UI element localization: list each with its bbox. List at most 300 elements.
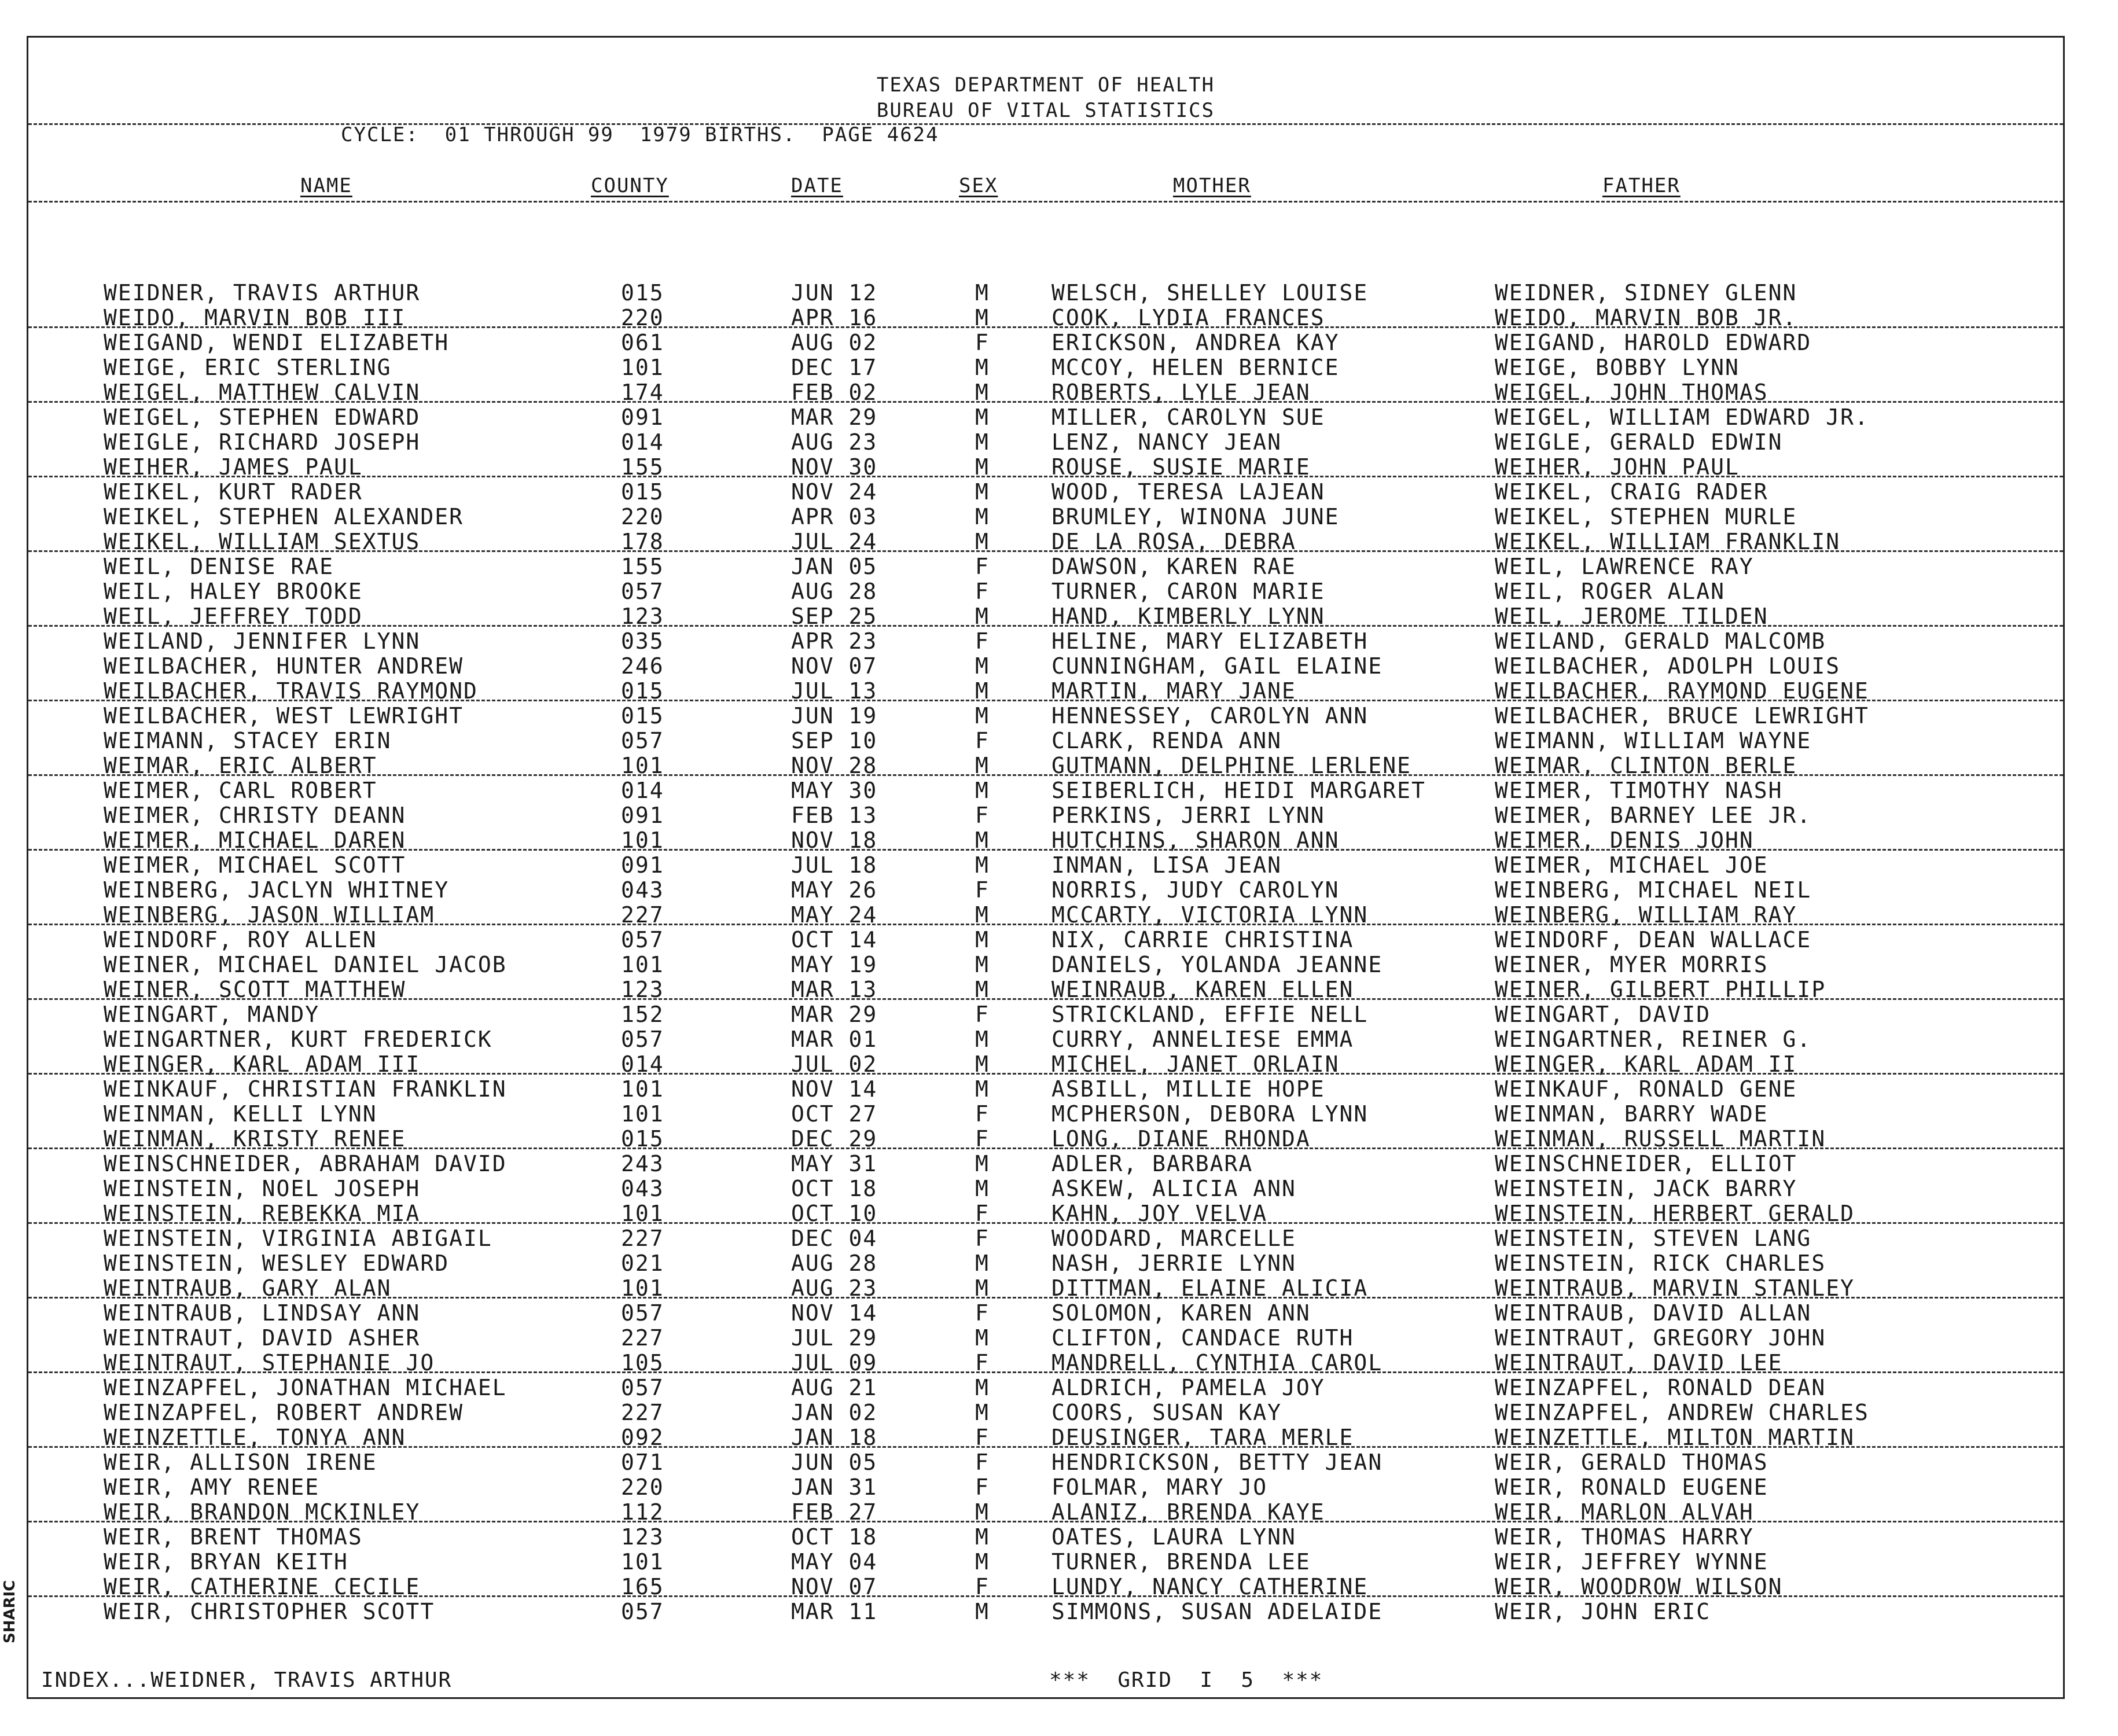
cell-mother: WOODARD, MARCELLE [1051,1226,1296,1251]
cell-county: 015 [621,479,664,505]
table-row [28,1077,2063,1102]
table-row [28,1102,2063,1127]
cell-name: WEILBACHER, TRAVIS RAYMOND [104,678,478,704]
cell-sex: M [975,305,990,330]
cell-father: WEIGLE, GERALD EDWIN [1495,429,1783,455]
cell-name: WEINER, MICHAEL DANIEL JACOB [104,952,507,977]
cell-county: 057 [621,728,664,753]
cell-date: NOV 18 [791,827,878,853]
cell-father: WEIMER, BARNEY LEE JR. [1495,803,1812,828]
cell-name: WEINMAN, KELLI LYNN [104,1101,377,1127]
cell-date: OCT 10 [791,1201,878,1226]
cell-date: NOV 14 [791,1300,878,1326]
cell-father: WEINBERG, MICHAEL NEIL [1495,877,1812,903]
table-row [28,778,2063,803]
cell-mother: PERKINS, JERRI LYNN [1051,803,1325,828]
table-row [28,1599,2063,1624]
cell-mother: ALDRICH, PAMELA JOY [1051,1375,1325,1400]
cell-county: 112 [621,1499,664,1525]
cell-sex: M [975,504,990,529]
cell-mother: BRUMLEY, WINONA JUNE [1051,504,1340,529]
table-row [28,281,2063,306]
cell-county: 061 [621,330,664,355]
cell-name: WEIDO, MARVIN BOB III [104,305,406,330]
cell-name: WEINTRAUT, DAVID ASHER [104,1325,421,1351]
cell-date: JUL 13 [791,678,878,704]
cell-mother: DITTMAN, ELAINE ALICIA [1051,1275,1369,1301]
table-row [28,1152,2063,1176]
cell-county: 057 [621,1599,664,1624]
cell-sex: M [975,1499,990,1525]
cell-name: WEINZAPFEL, JONATHAN MICHAEL [104,1375,507,1400]
cell-name: WEINDORF, ROY ALLEN [104,927,377,952]
cell-date: JAN 05 [791,554,878,579]
cell-father: WEINGART, DAVID [1495,1002,1711,1027]
cell-mother: DANIELS, YOLANDA JEANNE [1051,952,1383,977]
cell-mother: CLARK, RENDA ANN [1051,728,1282,753]
cell-father: WEINSTEIN, RICK CHARLES [1495,1250,1826,1276]
cell-father: WEINSCHNEIDER, ELLIOT [1495,1151,1797,1176]
cell-name: WEIHER, JAMES PAUL [104,454,363,480]
table-row [28,1575,2063,1599]
cell-father: WEINBERG, WILLIAM RAY [1495,902,1797,928]
cell-county: 123 [621,977,664,1002]
table-row [28,1450,2063,1475]
cell-county: 165 [621,1574,664,1599]
cell-name: WEINKAUF, CHRISTIAN FRANKLIN [104,1076,507,1102]
cell-county: 014 [621,1051,664,1077]
column-header-date: DATE [791,174,843,197]
cell-county: 091 [621,852,664,878]
cell-county: 091 [621,404,664,430]
cell-father: WEIMER, MICHAEL JOE [1495,852,1768,878]
cell-name: WEIKEL, WILLIAM SEXTUS [104,529,421,554]
cell-date: JAN 02 [791,1400,878,1425]
cell-county: 043 [621,877,664,903]
table-row [28,977,2063,1002]
cell-date: MAR 29 [791,1002,878,1027]
cell-sex: F [975,330,990,355]
table-row [28,579,2063,604]
cell-name: WEIGEL, STEPHEN EDWARD [104,404,421,430]
table-row [28,1400,2063,1425]
table-row [28,952,2063,977]
cell-name: WEIMAR, ERIC ALBERT [104,753,377,778]
cell-county: 057 [621,579,664,604]
cell-name: WEINTRAUB, GARY ALAN [104,1275,392,1301]
cell-father: WEINKAUF, RONALD GENE [1495,1076,1797,1102]
cell-father: WEILBACHER, BRUCE LEWRIGHT [1495,703,1869,729]
cell-sex: M [975,1549,990,1575]
cell-mother: KAHN, JOY VELVA [1051,1201,1268,1226]
cell-mother: SEIBERLICH, HEIDI MARGARET [1051,778,1426,803]
cell-mother: HELINE, MARY ELIZABETH [1051,628,1369,654]
cell-sex: M [975,977,990,1002]
cell-name: WEINSCHNEIDER, ABRAHAM DAVID [104,1151,507,1176]
cell-mother: TURNER, BRENDA LEE [1051,1549,1311,1575]
cell-mother: CURRY, ANNELIESE EMMA [1051,1027,1354,1052]
cell-sex: F [975,1002,990,1027]
cell-date: JAN 31 [791,1474,878,1500]
cell-mother: DE LA ROSA, DEBRA [1051,529,1296,554]
cell-name: WEIL, JEFFREY TODD [104,604,363,629]
table-row [28,679,2063,704]
cell-name: WEIGEL, MATTHEW CALVIN [104,380,421,405]
cell-date: SEP 10 [791,728,878,753]
cell-name: WEIL, HALEY BROOKE [104,579,363,604]
cell-father: WEINMAN, BARRY WADE [1495,1101,1768,1127]
cell-mother: ROUSE, SUSIE MARIE [1051,454,1311,480]
cell-date: NOV 30 [791,454,878,480]
cell-county: 155 [621,454,664,480]
cell-mother: COORS, SUSAN KAY [1051,1400,1282,1425]
cell-sex: F [975,1226,990,1251]
cell-county: 021 [621,1250,664,1276]
cell-date: SEP 25 [791,604,878,629]
cell-sex: M [975,454,990,480]
cell-name: WEIKEL, STEPHEN ALEXANDER [104,504,464,529]
cell-father: WEINGARTNER, REINER G. [1495,1027,1812,1052]
cell-name: WEIMER, CARL ROBERT [104,778,377,803]
report-agency: TEXAS DEPARTMENT OF HEALTH [876,73,1215,97]
table-row [28,306,2063,330]
table-row [28,330,2063,355]
table-row [28,828,2063,853]
cell-father: WEIR, JOHN ERIC [1495,1599,1711,1624]
table-row [28,1127,2063,1152]
cell-mother: STRICKLAND, EFFIE NELL [1051,1002,1369,1027]
cell-sex: M [975,678,990,704]
cell-county: 101 [621,827,664,853]
cell-date: JUL 29 [791,1325,878,1351]
cell-county: 155 [621,554,664,579]
cell-mother: ALANIZ, BRENDA KAYE [1051,1499,1325,1525]
cell-name: WEINBERG, JASON WILLIAM [104,902,435,928]
cell-father: WEIKEL, STEPHEN MURLE [1495,504,1797,529]
cell-name: WEIR, BRYAN KEITH [104,1549,348,1575]
cell-date: MAY 04 [791,1549,878,1575]
cell-date: AUG 23 [791,429,878,455]
cell-date: DEC 29 [791,1126,878,1152]
cell-father: WEIR, GERALD THOMAS [1495,1450,1768,1475]
cell-mother: HAND, KIMBERLY LYNN [1051,604,1325,629]
cell-father: WEIR, JEFFREY WYNNE [1495,1549,1768,1575]
cell-date: JUL 18 [791,852,878,878]
report-cycle: CYCLE: 01 THROUGH 99 1979 BIRTHS. PAGE 4624 [341,123,939,146]
cell-father: WEIDNER, SIDNEY GLENN [1495,280,1797,306]
cell-father: WEIMER, DENIS JOHN [1495,827,1754,853]
table-row [28,604,2063,629]
cell-county: 101 [621,952,664,977]
column-header-divider [28,201,2063,203]
cell-father: WEINDORF, DEAN WALLACE [1495,927,1812,952]
table-row [28,430,2063,455]
cell-mother: GUTMANN, DELPHINE LERLENE [1051,753,1411,778]
cell-date: FEB 02 [791,380,878,405]
cell-mother: MCPHERSON, DEBORA LYNN [1051,1101,1369,1127]
cell-date: OCT 14 [791,927,878,952]
cell-sex: F [975,1201,990,1226]
cell-name: WEIMANN, STACEY ERIN [104,728,392,753]
cell-date: JUL 02 [791,1051,878,1077]
cell-date: AUG 23 [791,1275,878,1301]
cell-county: 071 [621,1450,664,1475]
cell-sex: M [975,1275,990,1301]
cell-mother: FOLMAR, MARY JO [1051,1474,1268,1500]
cell-county: 178 [621,529,664,554]
cell-county: 043 [621,1176,664,1201]
table-row [28,853,2063,878]
cell-father: WEINGER, KARL ADAM II [1495,1051,1797,1077]
cell-mother: HENDRICKSON, BETTY JEAN [1051,1450,1383,1475]
cell-date: MAY 19 [791,952,878,977]
cell-county: 220 [621,305,664,330]
table-row [28,654,2063,679]
cell-date: APR 23 [791,628,878,654]
cell-mother: MARTIN, MARY JANE [1051,678,1296,704]
cell-mother: WELSCH, SHELLEY LOUISE [1051,280,1369,306]
cell-mother: WOOD, TERESA LAJEAN [1051,479,1325,505]
cell-date: NOV 14 [791,1076,878,1102]
cell-father: WEIKEL, CRAIG RADER [1495,479,1768,505]
cell-father: WEINMAN, RUSSELL MARTIN [1495,1126,1826,1152]
table-row [28,1375,2063,1400]
cell-father: WEIR, WOODROW WILSON [1495,1574,1783,1599]
cell-mother: COOK, LYDIA FRANCES [1051,305,1325,330]
cell-sex: M [975,1051,990,1077]
cell-name: WEIGE, ERIC STERLING [104,355,392,380]
cell-mother: LENZ, NANCY JEAN [1051,429,1282,455]
cell-date: OCT 18 [791,1176,878,1201]
cell-name: WEIGAND, WENDI ELIZABETH [104,330,450,355]
report-page [27,36,2065,1699]
cell-name: WEINER, SCOTT MATTHEW [104,977,406,1002]
cell-name: WEINTRAUT, STEPHANIE JO [104,1350,435,1375]
table-row [28,1276,2063,1301]
cell-county: 101 [621,1201,664,1226]
cell-sex: F [975,1425,990,1450]
cell-father: WEINSTEIN, HERBERT GERALD [1495,1201,1855,1226]
table-row [28,1176,2063,1201]
cell-name: WEIR, BRENT THOMAS [104,1524,363,1550]
table-row [28,1425,2063,1450]
table-row [28,554,2063,579]
cell-date: MAR 13 [791,977,878,1002]
cell-sex: M [975,927,990,952]
cell-sex: F [975,1101,990,1127]
cell-county: 057 [621,1300,664,1326]
cell-sex: M [975,280,990,306]
index-footer: INDEX...WEIDNER, TRAVIS ARTHUR [41,1668,453,1692]
cell-sex: M [975,703,990,729]
cell-name: WEINMAN, KRISTY RENEE [104,1126,406,1152]
cell-county: 015 [621,280,664,306]
cell-father: WEIDO, MARVIN BOB JR. [1495,305,1797,330]
cell-father: WEIR, MARLON ALVAH [1495,1499,1754,1525]
table-row [28,1550,2063,1575]
cell-father: WEINER, MYER MORRIS [1495,952,1768,977]
cell-name: WEIL, DENISE RAE [104,554,334,579]
cell-sex: M [975,653,990,679]
cell-county: 015 [621,703,664,729]
cell-county: 091 [621,803,664,828]
cell-county: 220 [621,504,664,529]
cell-father: WEIHER, JOHN PAUL [1495,454,1740,480]
cell-father: WEIL, ROGER ALAN [1495,579,1726,604]
cell-father: WEILBACHER, RAYMOND EUGENE [1495,678,1869,704]
table-row [28,529,2063,554]
cell-mother: MILLER, CAROLYN SUE [1051,404,1325,430]
cell-father: WEIGEL, JOHN THOMAS [1495,380,1768,405]
cell-sex: F [975,554,990,579]
table-row [28,480,2063,505]
cell-mother: INMAN, LISA JEAN [1051,852,1282,878]
cell-date: AUG 02 [791,330,878,355]
cell-sex: M [975,604,990,629]
table-row [28,704,2063,729]
cell-date: JAN 18 [791,1425,878,1450]
cell-date: MAY 30 [791,778,878,803]
cell-name: WEIR, AMY RENEE [104,1474,320,1500]
cell-father: WEIR, RONALD EUGENE [1495,1474,1768,1500]
cell-name: WEINTRAUB, LINDSAY ANN [104,1300,421,1326]
cell-sex: M [975,1250,990,1276]
table-row [28,1052,2063,1077]
cell-sex: M [975,827,990,853]
cell-name: WEILAND, JENNIFER LYNN [104,628,421,654]
cell-county: 101 [621,753,664,778]
cell-county: 101 [621,355,664,380]
grid-footer: *** GRID I 5 *** [1049,1668,1323,1692]
cell-county: 220 [621,1474,664,1500]
cell-date: APR 16 [791,305,878,330]
cell-sex: M [975,1027,990,1052]
cell-father: WEIMANN, WILLIAM WAYNE [1495,728,1812,753]
cell-father: WEINTRAUT, DAVID LEE [1495,1350,1783,1375]
cell-sex: M [975,1325,990,1351]
cell-father: WEIL, JEROME TILDEN [1495,604,1768,629]
table-row [28,1226,2063,1251]
table-row [28,1027,2063,1052]
cell-county: 101 [621,1549,664,1575]
cell-date: MAR 29 [791,404,878,430]
table-row [28,1525,2063,1550]
cell-county: 227 [621,1400,664,1425]
cell-mother: WEINRAUB, KAREN ELLEN [1051,977,1354,1002]
cell-sex: F [975,579,990,604]
table-row [28,1251,2063,1276]
cell-date: JUN 12 [791,280,878,306]
table-row [28,878,2063,903]
cell-date: AUG 28 [791,1250,878,1276]
cell-sex: F [975,803,990,828]
table-row [28,455,2063,480]
cell-sex: M [975,429,990,455]
cell-county: 227 [621,1325,664,1351]
table-row [28,1301,2063,1326]
cell-date: NOV 28 [791,753,878,778]
cell-sex: M [975,529,990,554]
cell-date: OCT 18 [791,1524,878,1550]
table-row [28,405,2063,430]
cell-mother: LUNDY, NANCY CATHERINE [1051,1574,1369,1599]
cell-father: WEINTRAUT, GREGORY JOHN [1495,1325,1826,1351]
cell-sex: F [975,628,990,654]
column-header-mother: MOTHER [1173,174,1251,197]
cell-father: WEINZAPFEL, ANDREW CHARLES [1495,1400,1869,1425]
cell-name: WEIR, ALLISON IRENE [104,1450,377,1475]
cell-father: WEILBACHER, ADOLPH LOUIS [1495,653,1841,679]
cell-mother: TURNER, CARON MARIE [1051,579,1325,604]
table-row [28,803,2063,828]
table-row [28,1201,2063,1226]
table-row [28,380,2063,405]
column-header-county: COUNTY [591,174,669,197]
cell-county: 015 [621,1126,664,1152]
cell-sex: F [975,1574,990,1599]
cell-sex: F [975,728,990,753]
table-row [28,753,2063,778]
cell-date: JUL 09 [791,1350,878,1375]
cell-county: 092 [621,1425,664,1450]
table-row [28,505,2063,529]
cell-father: WEINER, GILBERT PHILLIP [1495,977,1826,1002]
cell-date: MAY 31 [791,1151,878,1176]
cell-mother: MCCOY, HELEN BERNICE [1051,355,1340,380]
cell-mother: ERICKSON, ANDREA KAY [1051,330,1340,355]
cell-name: WEINGARTNER, KURT FREDERICK [104,1027,492,1052]
cell-county: 101 [621,1076,664,1102]
table-row [28,928,2063,952]
cell-mother: MCCARTY, VICTORIA LYNN [1051,902,1369,928]
cell-sex: M [975,1375,990,1400]
cell-sex: F [975,1474,990,1500]
cell-name: WEINBERG, JACLYN WHITNEY [104,877,450,903]
cell-father: WEINZAPFEL, RONALD DEAN [1495,1375,1826,1400]
cell-date: JUN 05 [791,1450,878,1475]
cell-county: 015 [621,678,664,704]
cell-sex: M [975,952,990,977]
cell-sex: F [975,1350,990,1375]
cell-county: 101 [621,1275,664,1301]
cell-name: WEINZETTLE, TONYA ANN [104,1425,406,1450]
cell-date: MAR 01 [791,1027,878,1052]
cell-county: 014 [621,429,664,455]
table-row [28,1475,2063,1500]
cell-sex: F [975,1450,990,1475]
cell-father: WEIGE, BOBBY LYNN [1495,355,1740,380]
table-row [28,1326,2063,1351]
cell-mother: NASH, JERRIE LYNN [1051,1250,1296,1276]
cell-sex: M [975,355,990,380]
cell-sex: M [975,404,990,430]
side-label: SHARIC [1,1580,19,1643]
cell-mother: MANDRELL, CYNTHIA CAROL [1051,1350,1383,1375]
cell-sex: F [975,1300,990,1326]
cell-date: NOV 07 [791,653,878,679]
cell-sex: M [975,753,990,778]
cell-mother: ADLER, BARBARA [1051,1151,1253,1176]
cell-mother: SOLOMON, KAREN ANN [1051,1300,1311,1326]
cell-county: 243 [621,1151,664,1176]
cell-sex: M [975,380,990,405]
cell-date: MAR 11 [791,1599,878,1624]
cell-date: NOV 24 [791,479,878,505]
cell-name: WEIDNER, TRAVIS ARTHUR [104,280,421,306]
cell-county: 246 [621,653,664,679]
cell-mother: OATES, LAURA LYNN [1051,1524,1296,1550]
cell-name: WEINGER, KARL ADAM III [104,1051,421,1077]
